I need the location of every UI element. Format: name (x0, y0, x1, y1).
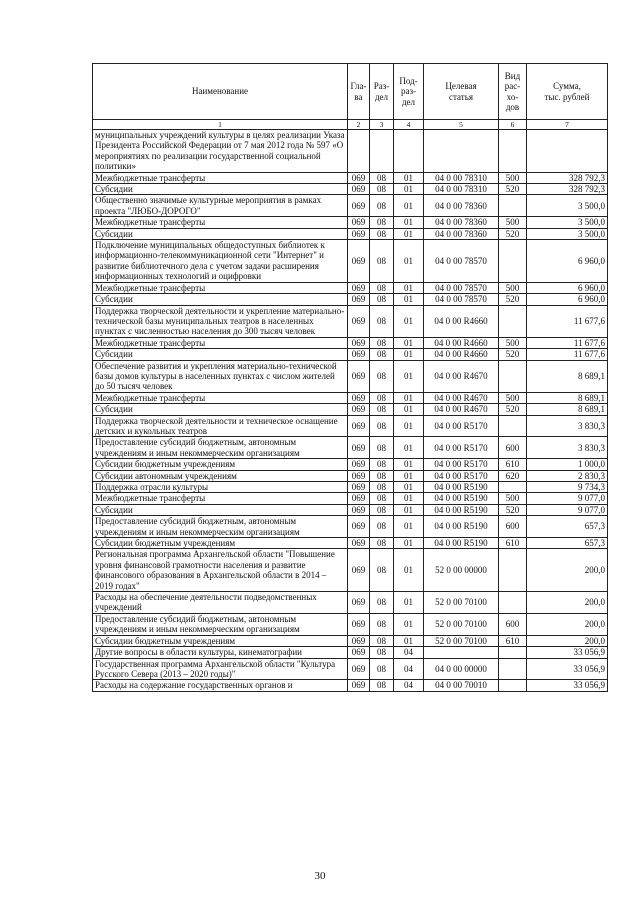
cell-vid: 520 (499, 184, 527, 195)
cell-summa: 11 677,6 (527, 349, 608, 360)
cell-summa: 200,0 (527, 592, 608, 614)
cell-summa: 3 500,0 (527, 217, 608, 228)
header-podrazdel: Под- раз- дел (394, 64, 424, 120)
cell-name: Расходы на содержание государственных органов и (93, 680, 348, 691)
cell-name: Межбюджетные трансферты (93, 392, 348, 403)
cell-summa: 3 500,0 (527, 228, 608, 239)
cell-celevaya: 04 0 00 R5190 (424, 504, 499, 515)
table-row (93, 294, 608, 305)
table-row (93, 130, 608, 173)
table-row (93, 349, 608, 360)
cell-glava: 069 (348, 392, 370, 403)
cell-celevaya: 04 0 00 R4670 (424, 404, 499, 415)
cell-podrazdel: 01 (394, 415, 424, 437)
table-row (93, 240, 608, 283)
table-row (93, 635, 608, 646)
cell-razdel: 08 (370, 337, 394, 348)
cell-podrazdel: 01 (394, 282, 424, 293)
cell-vid (499, 592, 527, 614)
cell-podrazdel: 01 (394, 228, 424, 239)
cell-celevaya: 04 0 00 R4670 (424, 360, 499, 392)
cell-name: Предоставление субсидий бюджетным, автономным учреждениям и иным некоммерческим организациям (93, 516, 348, 538)
cell-vid: 520 (499, 294, 527, 305)
table-row (93, 437, 608, 459)
cell-name: Субсидии бюджетным учреждениям (93, 635, 348, 646)
cell-podrazdel: 01 (394, 240, 424, 283)
cell-summa: 200,0 (527, 635, 608, 646)
table-row (93, 504, 608, 515)
cell-vid: 500 (499, 337, 527, 348)
cell-vid: 610 (499, 538, 527, 549)
cell-celevaya (424, 647, 499, 658)
cell-celevaya: 04 0 00 70010 (424, 680, 499, 691)
table-row (93, 493, 608, 504)
cell-summa: 6 960,0 (527, 282, 608, 293)
cell-podrazdel: 01 (394, 549, 424, 592)
table-row (93, 538, 608, 549)
cell-vid (499, 360, 527, 392)
cell-podrazdel: 01 (394, 459, 424, 470)
cell-razdel (370, 130, 394, 173)
cell-vid: 520 (499, 404, 527, 415)
cell-glava: 069 (348, 635, 370, 646)
col-number: 3 (370, 120, 394, 130)
table-row (93, 470, 608, 481)
table-body (93, 130, 608, 692)
cell-glava: 069 (348, 415, 370, 437)
cell-razdel: 08 (370, 349, 394, 360)
cell-name: Предоставление субсидий бюджетным, автономным учреждениям и иным некоммерческим организациям (93, 613, 348, 635)
table-row (93, 592, 608, 614)
cell-vid (499, 240, 527, 283)
cell-vid: 600 (499, 437, 527, 459)
cell-celevaya: 52 0 00 70100 (424, 635, 499, 646)
col-number: 7 (527, 120, 608, 130)
cell-podrazdel: 01 (394, 337, 424, 348)
cell-podrazdel: 01 (394, 613, 424, 635)
cell-razdel: 08 (370, 294, 394, 305)
cell-celevaya: 04 0 00 78570 (424, 282, 499, 293)
cell-razdel: 08 (370, 592, 394, 614)
cell-glava: 069 (348, 349, 370, 360)
col-number: 4 (394, 120, 424, 130)
cell-razdel: 08 (370, 516, 394, 538)
cell-summa: 657,3 (527, 516, 608, 538)
cell-celevaya: 04 0 00 R5170 (424, 459, 499, 470)
cell-summa: 33 056,9 (527, 647, 608, 658)
cell-name: Поддержка творческой деятельности и техническое оснащение детских и кукольных театров (93, 415, 348, 437)
cell-celevaya: 52 0 00 70100 (424, 592, 499, 614)
cell-celevaya: 04 0 00 78310 (424, 172, 499, 183)
cell-vid (499, 195, 527, 217)
cell-glava: 069 (348, 184, 370, 195)
cell-celevaya: 04 0 00 00000 (424, 658, 499, 680)
cell-razdel: 08 (370, 613, 394, 635)
cell-razdel: 08 (370, 195, 394, 217)
cell-glava: 069 (348, 337, 370, 348)
header-razdel: Раз- дел (370, 64, 394, 120)
cell-summa: 328 792,3 (527, 172, 608, 183)
cell-celevaya: 04 0 00 R5190 (424, 493, 499, 504)
col-number: 5 (424, 120, 499, 130)
cell-glava: 069 (348, 240, 370, 283)
cell-vid (499, 647, 527, 658)
cell-name: Обеспечение развития и укрепления материально-технической базы домов культуры в населенных пунктах с числом жителей до 50 тысяч человек (93, 360, 348, 392)
cell-podrazdel: 01 (394, 635, 424, 646)
cell-name: Субсидии (93, 504, 348, 515)
col-number: 2 (348, 120, 370, 130)
cell-celevaya: 04 0 00 R4660 (424, 305, 499, 337)
cell-podrazdel: 01 (394, 217, 424, 228)
cell-razdel: 08 (370, 305, 394, 337)
cell-celevaya: 04 0 00 78360 (424, 217, 499, 228)
cell-razdel: 08 (370, 470, 394, 481)
cell-name: Субсидии (93, 349, 348, 360)
cell-glava: 069 (348, 549, 370, 592)
cell-razdel: 08 (370, 360, 394, 392)
header-summa: Сумма, тыс. рублей (527, 64, 608, 120)
table-row (93, 404, 608, 415)
header-vid: Вид рас- хо- дов (499, 64, 527, 120)
cell-podrazdel: 01 (394, 470, 424, 481)
cell-summa: 9 077,0 (527, 493, 608, 504)
cell-vid (499, 549, 527, 592)
cell-summa: 200,0 (527, 613, 608, 635)
cell-razdel: 08 (370, 217, 394, 228)
cell-vid: 500 (499, 493, 527, 504)
table-row (93, 228, 608, 239)
cell-celevaya: 04 0 00 R4660 (424, 349, 499, 360)
table-row (93, 613, 608, 635)
cell-celevaya: 04 0 00 R5190 (424, 538, 499, 549)
cell-glava: 069 (348, 516, 370, 538)
cell-razdel: 08 (370, 549, 394, 592)
cell-razdel: 08 (370, 240, 394, 283)
cell-vid: 500 (499, 172, 527, 183)
cell-name: Субсидии бюджетным учреждениям (93, 459, 348, 470)
cell-name: Поддержка отрасли культуры (93, 482, 348, 493)
cell-razdel: 08 (370, 538, 394, 549)
table-row (93, 337, 608, 348)
cell-summa (527, 130, 608, 173)
cell-summa: 33 056,9 (527, 658, 608, 680)
cell-name: Общественно значимые культурные мероприятия в рамках проекта "ЛЮБО-ДОРОГО" (93, 195, 348, 217)
cell-celevaya: 04 0 00 R5190 (424, 482, 499, 493)
cell-summa: 6 960,0 (527, 294, 608, 305)
table-row (93, 482, 608, 493)
cell-glava: 069 (348, 459, 370, 470)
cell-summa: 8 689,1 (527, 404, 608, 415)
cell-razdel: 08 (370, 459, 394, 470)
cell-celevaya: 04 0 00 R4670 (424, 392, 499, 403)
page-number: 30 (314, 870, 326, 882)
cell-summa: 9 077,0 (527, 504, 608, 515)
table-row (93, 392, 608, 403)
cell-celevaya (424, 130, 499, 173)
cell-podrazdel: 01 (394, 592, 424, 614)
cell-summa: 9 734,3 (527, 482, 608, 493)
cell-podrazdel: 01 (394, 184, 424, 195)
cell-summa: 11 677,6 (527, 305, 608, 337)
cell-razdel: 08 (370, 504, 394, 515)
cell-glava: 069 (348, 613, 370, 635)
cell-summa: 8 689,1 (527, 392, 608, 403)
cell-summa: 328 792,3 (527, 184, 608, 195)
cell-razdel: 08 (370, 647, 394, 658)
cell-glava: 069 (348, 504, 370, 515)
cell-vid: 520 (499, 228, 527, 239)
cell-name: Субсидии (93, 228, 348, 239)
cell-name: Предоставление субсидий бюджетным, автономным учреждениям и иным некоммерческим организациям (93, 437, 348, 459)
cell-vid: 500 (499, 217, 527, 228)
cell-vid: 610 (499, 459, 527, 470)
cell-summa: 3 500,0 (527, 195, 608, 217)
cell-celevaya: 04 0 00 R5170 (424, 437, 499, 459)
cell-glava: 069 (348, 538, 370, 549)
table-row (93, 459, 608, 470)
cell-celevaya: 52 0 00 70100 (424, 613, 499, 635)
table-row (93, 172, 608, 183)
cell-podrazdel: 01 (394, 493, 424, 504)
cell-podrazdel: 01 (394, 538, 424, 549)
table-row (93, 360, 608, 392)
cell-name: Поддержка творческой деятельности и укрепление материально-технической базы муниципальных театров в населенных пунктах с численностью населения до 300 тысяч человек (93, 305, 348, 337)
cell-name: Расходы на обеспечение деятельности подведомственных учреждений (93, 592, 348, 614)
col-number: 6 (499, 120, 527, 130)
cell-vid: 520 (499, 504, 527, 515)
col-number: 1 (93, 120, 348, 130)
budget-table (92, 63, 608, 692)
cell-podrazdel: 04 (394, 647, 424, 658)
table-row (93, 217, 608, 228)
cell-summa: 11 677,6 (527, 337, 608, 348)
cell-glava: 069 (348, 294, 370, 305)
cell-glava: 069 (348, 360, 370, 392)
cell-podrazdel: 01 (394, 392, 424, 403)
cell-glava: 069 (348, 404, 370, 415)
cell-podrazdel (394, 130, 424, 173)
cell-name: Субсидии (93, 294, 348, 305)
cell-name: Государственная программа Архангельской области "Культура Русского Севера (2013 – 2020 годы)" (93, 658, 348, 680)
cell-vid: 520 (499, 349, 527, 360)
table-row (93, 658, 608, 680)
cell-name: Межбюджетные трансферты (93, 493, 348, 504)
cell-celevaya: 04 0 00 78310 (424, 184, 499, 195)
cell-podrazdel: 01 (394, 195, 424, 217)
cell-vid (499, 680, 527, 691)
cell-name: Подключение муниципальных общедоступных библиотек к информационно-телекоммуникационной сети "Интернет" и развитие библиотечного дела с учетом задачи расширения информационных технологий и оцифровки (93, 240, 348, 283)
cell-name: Межбюджетные трансферты (93, 217, 348, 228)
cell-podrazdel: 01 (394, 404, 424, 415)
cell-podrazdel: 01 (394, 504, 424, 515)
cell-razdel: 08 (370, 437, 394, 459)
table-row (93, 282, 608, 293)
cell-podrazdel: 01 (394, 437, 424, 459)
cell-celevaya: 04 0 00 78570 (424, 294, 499, 305)
cell-razdel: 08 (370, 680, 394, 691)
cell-summa: 2 830,3 (527, 470, 608, 481)
cell-razdel: 08 (370, 493, 394, 504)
cell-summa: 657,3 (527, 538, 608, 549)
cell-name: муниципальных учреждений культуры в целях реализации Указа Президента Российской Федерации от 7 мая 2012 года № 597 «О мероприятиях по реализации государственной социальной политики» (93, 130, 348, 173)
cell-celevaya: 04 0 00 78360 (424, 195, 499, 217)
table-row (93, 184, 608, 195)
cell-vid: 600 (499, 613, 527, 635)
header-celevaya: Целевая статья (424, 64, 499, 120)
cell-vid: 500 (499, 392, 527, 403)
cell-celevaya: 04 0 00 R5170 (424, 470, 499, 481)
cell-summa: 1 000,0 (527, 459, 608, 470)
cell-glava: 069 (348, 482, 370, 493)
cell-celevaya: 04 0 00 R5170 (424, 415, 499, 437)
cell-name: Межбюджетные трансферты (93, 282, 348, 293)
cell-summa: 33 056,9 (527, 680, 608, 691)
cell-podrazdel: 01 (394, 305, 424, 337)
column-number-row (93, 120, 608, 130)
cell-summa: 6 960,0 (527, 240, 608, 283)
cell-podrazdel: 01 (394, 172, 424, 183)
cell-celevaya: 04 0 00 R4660 (424, 337, 499, 348)
cell-name: Межбюджетные трансферты (93, 337, 348, 348)
cell-name: Региональная программа Архангельской области "Повышение уровня финансовой грамотности населения и развитие финансового образования в Архангельской области в 2014 – 2019 годах" (93, 549, 348, 592)
cell-glava: 069 (348, 305, 370, 337)
cell-razdel: 08 (370, 184, 394, 195)
cell-podrazdel: 04 (394, 680, 424, 691)
cell-podrazdel: 01 (394, 516, 424, 538)
cell-summa: 200,0 (527, 549, 608, 592)
cell-razdel: 08 (370, 282, 394, 293)
cell-summa: 3 830,3 (527, 437, 608, 459)
table-row (93, 195, 608, 217)
cell-summa: 8 689,1 (527, 360, 608, 392)
cell-glava: 069 (348, 680, 370, 691)
cell-name: Субсидии (93, 404, 348, 415)
cell-podrazdel: 04 (394, 658, 424, 680)
cell-podrazdel: 01 (394, 482, 424, 493)
cell-razdel: 08 (370, 172, 394, 183)
cell-vid (499, 482, 527, 493)
cell-glava: 069 (348, 282, 370, 293)
cell-vid: 500 (499, 282, 527, 293)
cell-vid (499, 305, 527, 337)
table-row (93, 516, 608, 538)
cell-name: Межбюджетные трансферты (93, 172, 348, 183)
cell-glava: 069 (348, 493, 370, 504)
cell-glava: 069 (348, 437, 370, 459)
cell-podrazdel: 01 (394, 360, 424, 392)
cell-glava: 069 (348, 228, 370, 239)
cell-razdel: 08 (370, 228, 394, 239)
cell-glava: 069 (348, 217, 370, 228)
table-row (93, 305, 608, 337)
cell-celevaya: 04 0 00 R5190 (424, 516, 499, 538)
cell-glava: 069 (348, 647, 370, 658)
cell-vid (499, 130, 527, 173)
cell-podrazdel: 01 (394, 349, 424, 360)
cell-podrazdel: 01 (394, 294, 424, 305)
cell-name: Другие вопросы в области культуры, кинематографии (93, 647, 348, 658)
cell-summa: 3 830,3 (527, 415, 608, 437)
table-header-row (93, 64, 608, 120)
table-row (93, 647, 608, 658)
header-glava: Гла- ва (348, 64, 370, 120)
cell-glava: 069 (348, 592, 370, 614)
cell-name: Субсидии бюджетным учреждениям (93, 538, 348, 549)
cell-glava: 069 (348, 658, 370, 680)
cell-glava: 069 (348, 172, 370, 183)
cell-razdel: 08 (370, 392, 394, 403)
cell-name: Субсидии автономным учреждениям (93, 470, 348, 481)
table-row (93, 415, 608, 437)
cell-razdel: 08 (370, 658, 394, 680)
table-row (93, 680, 608, 691)
cell-vid (499, 658, 527, 680)
cell-razdel: 08 (370, 415, 394, 437)
table-row (93, 549, 608, 592)
cell-celevaya: 04 0 00 78360 (424, 228, 499, 239)
cell-vid: 610 (499, 635, 527, 646)
cell-vid: 600 (499, 516, 527, 538)
cell-vid (499, 415, 527, 437)
cell-glava: 069 (348, 195, 370, 217)
cell-glava (348, 130, 370, 173)
cell-name: Субсидии (93, 184, 348, 195)
cell-glava: 069 (348, 470, 370, 481)
cell-vid: 620 (499, 470, 527, 481)
cell-razdel: 08 (370, 635, 394, 646)
header-name: Наименование (93, 64, 348, 120)
cell-razdel: 08 (370, 482, 394, 493)
cell-razdel: 08 (370, 404, 394, 415)
cell-celevaya: 04 0 00 78570 (424, 240, 499, 283)
cell-celevaya: 52 0 00 00000 (424, 549, 499, 592)
